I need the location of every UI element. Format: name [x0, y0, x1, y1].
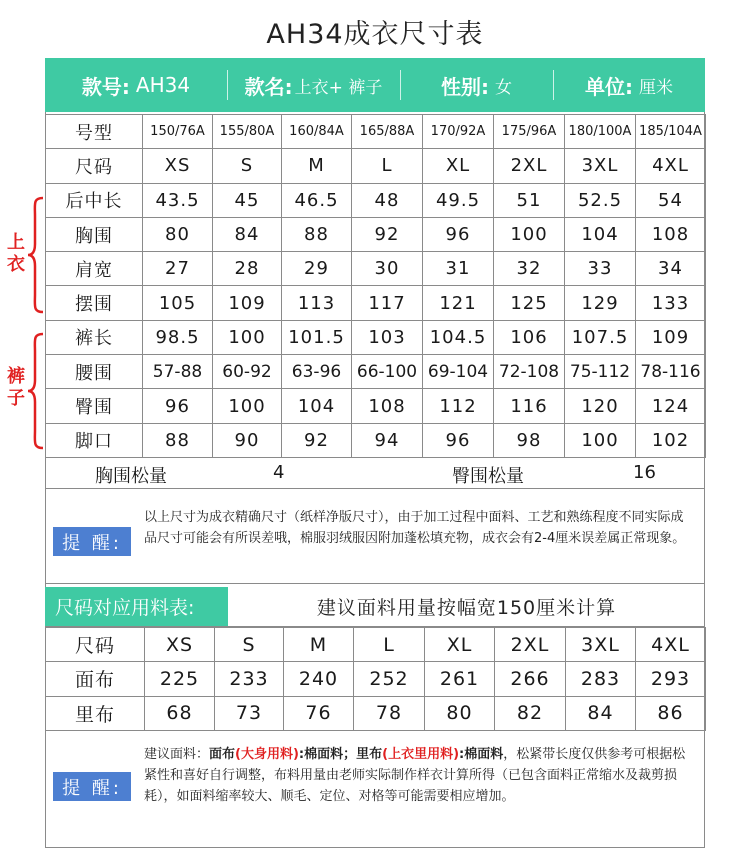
- table-cell: 4XL: [636, 149, 706, 183]
- table-cell: 252: [354, 662, 425, 696]
- table-cell: 121: [423, 286, 494, 320]
- table-cell: 98: [494, 423, 565, 457]
- table-cell: 57-88: [143, 355, 213, 389]
- table-cell: 31: [423, 252, 494, 286]
- style-name-cell: [227, 58, 400, 112]
- chest-ease-label: 胸围松量: [95, 466, 167, 487]
- table-cell: 82: [495, 696, 566, 730]
- table-cell: 105: [143, 286, 213, 320]
- size-row: [46, 149, 706, 183]
- unit-value: 厘米: [639, 77, 673, 98]
- table-cell: 100: [565, 423, 636, 457]
- table-cell: 96: [143, 389, 213, 423]
- table-cell: XS: [143, 149, 213, 183]
- table-cell: 102: [636, 423, 706, 457]
- note-badge: 提 醒:: [53, 527, 131, 556]
- table-cell: 101.5: [282, 320, 352, 354]
- table-cell: 129: [565, 286, 636, 320]
- table-row: [46, 217, 706, 251]
- fabric-table-title: 尺码对应用料表:: [45, 587, 228, 626]
- table-cell: 88: [143, 423, 213, 457]
- table-cell: 80: [143, 217, 213, 251]
- top-garment-brace: [26, 196, 46, 314]
- table-cell: 63-96: [282, 355, 352, 389]
- bottom-garment-label: 裤子: [7, 366, 25, 409]
- table-cell: 68: [145, 696, 215, 730]
- table-cell: 107.5: [565, 320, 636, 354]
- row-header: 尺码: [46, 628, 145, 662]
- note-badge: 提 醒:: [53, 772, 131, 801]
- table-cell: 109: [636, 320, 706, 354]
- fabric-width-advice: 建议面料用量按幅宽150厘米计算: [316, 597, 617, 619]
- row-header: 尺码: [46, 149, 143, 183]
- row-header: 号型: [46, 115, 143, 149]
- row-header: 摆围: [46, 286, 143, 320]
- table-cell: 96: [423, 217, 494, 251]
- table-cell: M: [282, 149, 352, 183]
- table-cell: 52.5: [565, 183, 636, 217]
- table-row: [46, 320, 706, 354]
- row-header: 后中长: [46, 183, 143, 217]
- table-cell: 155/80A: [213, 115, 282, 149]
- table-cell: 84: [566, 696, 636, 730]
- row-header: 胸围: [46, 217, 143, 251]
- table-cell: 33: [565, 252, 636, 286]
- table-cell: L: [354, 628, 425, 662]
- table-row: [46, 252, 706, 286]
- table-cell: 170/92A: [423, 115, 494, 149]
- table-cell: 96: [423, 423, 494, 457]
- table-cell: 4XL: [636, 628, 706, 662]
- unit-cell: [553, 58, 705, 112]
- table-cell: 283: [566, 662, 636, 696]
- table-cell: 46.5: [282, 183, 352, 217]
- table-cell: 113: [282, 286, 352, 320]
- note-text: 以上尺寸为成衣精确尺寸（纸样净版尺寸），由于加工过程中面料、工艺和熟练程度不同实际成品尺寸可能会有所误差哦，棉服羽绒服因附加蓬松填充物，成衣会有2-4厘米误差属正常现象。: [144, 510, 686, 546]
- table-cell: 293: [636, 662, 706, 696]
- table-cell: 72-108: [494, 355, 565, 389]
- table-cell: 92: [352, 217, 423, 251]
- row-header: 面布: [46, 662, 145, 696]
- table-cell: 104.5: [423, 320, 494, 354]
- table-cell: 80: [425, 696, 495, 730]
- table-cell: 180/100A: [565, 115, 636, 149]
- style-code-label: 款号:: [81, 74, 130, 99]
- table-cell: 90: [213, 423, 282, 457]
- table-cell: 84: [213, 217, 282, 251]
- table-cell: 66-100: [352, 355, 423, 389]
- table-cell: 49.5: [423, 183, 494, 217]
- table-cell: 120: [565, 389, 636, 423]
- table-row: [46, 389, 706, 423]
- table-cell: 100: [213, 320, 282, 354]
- table-cell: 261: [425, 662, 495, 696]
- table-cell: 48: [352, 183, 423, 217]
- table-cell: 266: [495, 662, 566, 696]
- table-cell: 54: [636, 183, 706, 217]
- table-cell: 100: [494, 217, 565, 251]
- top-garment-label: 上衣: [7, 232, 25, 275]
- table-cell: 185/104A: [636, 115, 706, 149]
- table-cell: 150/76A: [143, 115, 213, 149]
- table-cell: 69-104: [423, 355, 494, 389]
- note-fabric-outer-material: :棉面料；: [298, 747, 357, 762]
- table-cell: 100: [213, 389, 282, 423]
- unit-label: 单位:: [585, 74, 633, 99]
- table-cell: XL: [423, 149, 494, 183]
- row-header: 腰围: [46, 355, 143, 389]
- table-cell: 73: [215, 696, 284, 730]
- size-table: [45, 114, 706, 458]
- table-cell: 225: [145, 662, 215, 696]
- table-cell: 92: [282, 423, 352, 457]
- style-name-value: 上衣+ 裤子: [294, 77, 383, 98]
- table-cell: 175/96A: [494, 115, 565, 149]
- table-cell: S: [213, 149, 282, 183]
- table-row: [46, 286, 706, 320]
- table-row: [46, 183, 706, 217]
- row-header: 裤长: [46, 320, 143, 354]
- size-note: [45, 489, 705, 584]
- table-cell: 45: [213, 183, 282, 217]
- table-row: [46, 355, 706, 389]
- table-cell: S: [215, 628, 284, 662]
- table-cell: L: [352, 149, 423, 183]
- table-cell: 76: [284, 696, 354, 730]
- table-cell: M: [284, 628, 354, 662]
- table-row: [46, 423, 706, 457]
- table-cell: XS: [145, 628, 215, 662]
- table-cell: 106: [494, 320, 565, 354]
- table-cell: 108: [352, 389, 423, 423]
- note-text-segment: 建议面料：: [144, 747, 210, 762]
- gender-value: 女: [495, 77, 512, 98]
- table-cell: 117: [352, 286, 423, 320]
- table-cell: 160/84A: [282, 115, 352, 149]
- table-cell: 88: [282, 217, 352, 251]
- table-cell: 3XL: [566, 628, 636, 662]
- table-cell: 27: [143, 252, 213, 286]
- table-cell: 108: [636, 217, 706, 251]
- table-cell: 60-92: [213, 355, 282, 389]
- table-cell: 112: [423, 389, 494, 423]
- table-cell: 51: [494, 183, 565, 217]
- note-fabric-lining-material: :棉面料: [459, 747, 504, 762]
- table-cell: 2XL: [494, 149, 565, 183]
- note-highlight: (上衣里用料): [382, 747, 460, 762]
- table-cell: 30: [352, 252, 423, 286]
- style-code-cell: [45, 58, 227, 112]
- style-code-value: AH34: [135, 73, 191, 97]
- table-row: [46, 696, 706, 730]
- table-cell: 86: [636, 696, 706, 730]
- gender-cell: [400, 58, 553, 112]
- bottom-garment-brace: [26, 332, 46, 450]
- note-text: [144, 744, 696, 807]
- hip-ease-label: 臀围松量: [452, 466, 524, 487]
- gender-label: 性别:: [441, 74, 489, 99]
- table-cell: 125: [494, 286, 565, 320]
- row-header: 里布: [46, 696, 145, 730]
- table-cell: XL: [425, 628, 495, 662]
- fabric-header: [45, 587, 705, 627]
- page-title: AH34成衣尺寸表: [266, 19, 484, 50]
- fabric-table: [45, 627, 706, 731]
- table-cell: 78-116: [636, 355, 706, 389]
- table-cell: 103: [352, 320, 423, 354]
- table-cell: 104: [565, 217, 636, 251]
- table-row: [46, 662, 706, 696]
- table-cell: 34: [636, 252, 706, 286]
- row-header: 肩宽: [46, 252, 143, 286]
- table-cell: 29: [282, 252, 352, 286]
- table-cell: 133: [636, 286, 706, 320]
- table-cell: 94: [352, 423, 423, 457]
- table-cell: 165/88A: [352, 115, 423, 149]
- table-cell: 28: [213, 252, 282, 286]
- note-highlight: (大身用料): [235, 747, 299, 762]
- table-cell: 98.5: [143, 320, 213, 354]
- table-cell: 240: [284, 662, 354, 696]
- table-cell: 104: [282, 389, 352, 423]
- row-header: 脚口: [46, 423, 143, 457]
- note-fabric-outer: 面布: [209, 747, 236, 762]
- row-header: 臀围: [46, 389, 143, 423]
- chest-ease-value: 4: [273, 462, 285, 483]
- table-cell: 78: [354, 696, 425, 730]
- ease-row: [45, 457, 705, 489]
- table-cell: 116: [494, 389, 565, 423]
- table-cell: 43.5: [143, 183, 213, 217]
- table-cell: 32: [494, 252, 565, 286]
- fabric-note: [45, 732, 705, 848]
- note-text-segment: ，松紧带长度仅供参考可根据松紧性和喜好自行调整，布料用量由老师实际制作样衣计算所得（已包含面料正常缩水及裁剪损耗），如面料缩率较大、顺毛、定位、对格等可能需要相应增加。: [144, 747, 686, 804]
- size-row: [46, 628, 706, 662]
- model-row: [46, 115, 706, 149]
- table-cell: 233: [215, 662, 284, 696]
- table-cell: 3XL: [565, 149, 636, 183]
- table-cell: 124: [636, 389, 706, 423]
- style-name-label: 款名:: [244, 74, 293, 99]
- table-cell: 109: [213, 286, 282, 320]
- hip-ease-value: 16: [633, 462, 656, 483]
- note-fabric-lining: 里布: [356, 747, 383, 762]
- table-cell: 75-112: [565, 355, 636, 389]
- table-cell: 2XL: [495, 628, 566, 662]
- info-bar: [45, 58, 705, 112]
